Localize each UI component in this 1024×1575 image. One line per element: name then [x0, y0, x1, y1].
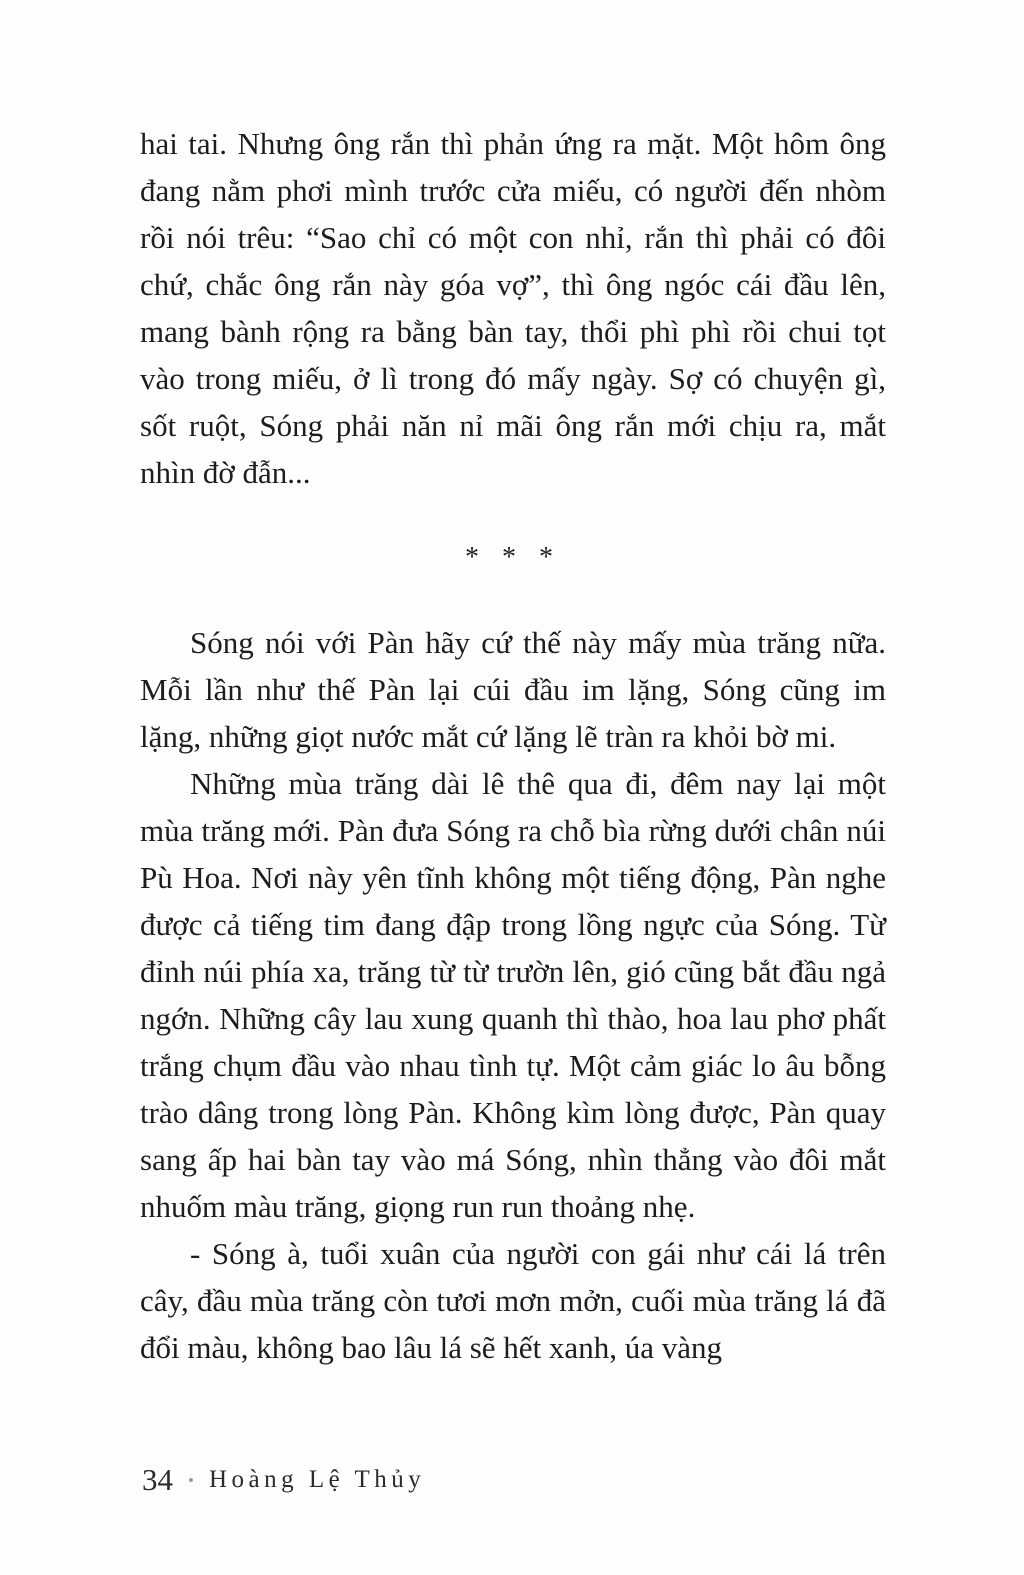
page-body — [140, 120, 886, 1371]
page-footer — [142, 1462, 425, 1498]
bullet-separator-icon: • — [188, 1470, 194, 1490]
paragraph-continuation: hai tai. Nhưng ông rắn thì phản ứng ra mặt. Một hôm ông đang nằm phơi mình trước cửa miếu, có người đến nhòm rồi nói trêu: “Sao chỉ có một con nhỉ, rắn thì phải có đôi chứ, chắc ông rắn này góa vợ”, thì ông ngóc cái đầu lên, mang bành rộng ra bằng bàn tay, thổi phì phì rồi chui tọt vào trong miếu, ở lì trong đó mấy ngày. Sợ có chuyện gì, sốt ruột, Sóng phải năn nỉ mãi ông rắn mới chịu ra, mắt nhìn đờ đẫn... — [140, 126, 886, 490]
author-name: Hoàng Lệ Thủy — [208, 1466, 426, 1493]
section-separator: * * * — [465, 542, 561, 573]
paragraph-dialogue: - Sóng à, tuổi xuân của người con gái như cái lá trên cây, đầu mùa trăng còn tươi mơn mởn, cuối mùa trăng lá đã đổi màu, không bao lâu lá sẽ hết xanh, úa vàng — [140, 1236, 886, 1365]
paragraph: Sóng nói với Pàn hãy cứ thế này mấy mùa trăng nữa. Mỗi lần như thế Pàn lại cúi đầu im lặng, Sóng cũng im lặng, những giọt nước mắt cứ lặng lẽ tràn ra khỏi bờ mi. — [140, 625, 886, 754]
paragraph: Những mùa trăng dài lê thê qua đi, đêm nay lại một mùa trăng mới. Pàn đưa Sóng ra chỗ bìa rừng dưới chân núi Pù Hoa. Nơi này yên tĩnh không một tiếng động, Pàn nghe được cả tiếng tim đang đập trong lồng ngực của Sóng. Từ đỉnh núi phía xa, trăng từ từ trườn lên, gió cũng bắt đầu ngả ngớn. Những cây lau xung quanh thì thào, hoa lau phơ phất trắng chụm đầu vào nhau tình tự. Một cảm giác lo âu bỗng trào dâng trong lòng Pàn. Không kìm lòng được, Pàn quay sang ấp hai bàn tay vào má Sóng, nhìn thẳng vào đôi mắt nhuốm màu trăng, giọng run run thoảng nhẹ. — [140, 766, 886, 1224]
page-number: 34 — [142, 1462, 173, 1497]
